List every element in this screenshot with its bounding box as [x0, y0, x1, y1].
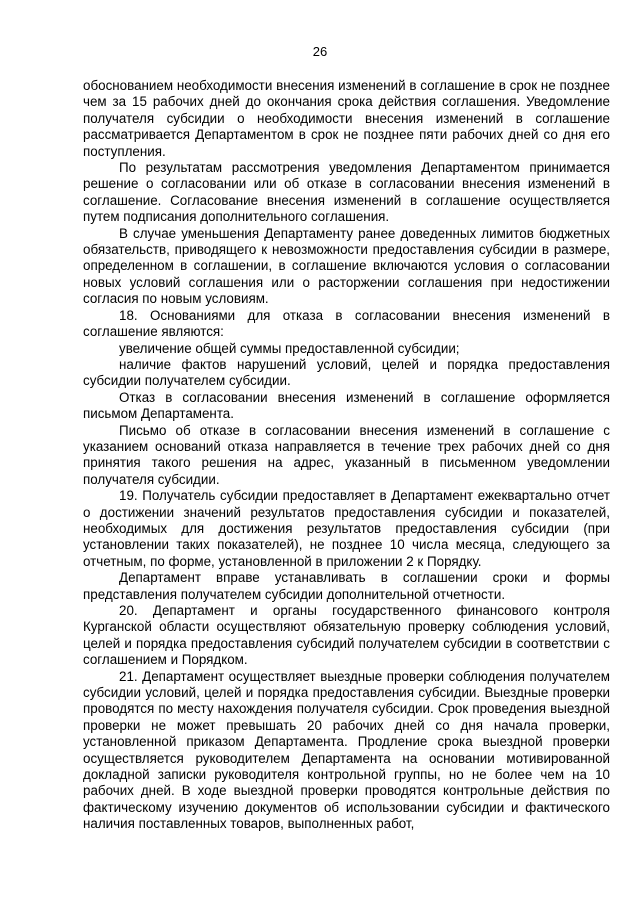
- paragraph: В случае уменьшения Департаменту ранее доведенных лимитов бюджетных обязательств, приводящего к невозможности предоставления субсидии в размере, определенном в соглашении, в соглашение включаются условия о согласовании новых условий соглашения или о расторжении соглашения при недостижении согласия по новым условиям.: [83, 225, 610, 307]
- document-body: [83, 78, 610, 833]
- paragraph: наличие фактов нарушений условий, целей и порядка предоставления субсидии получателем субсидии.: [83, 356, 610, 389]
- paragraph: 19. Получатель субсидии предоставляет в Департамент ежеквартально отчет о достижении значений результатов предоставления субсидии и показателей, необходимых для достижения результатов предоставления субсидии (при установлении таких показателей), не позднее 10 числа месяца, следующего за отчетным, по форме, установленной в приложении 2 к Порядку.: [83, 488, 610, 569]
- paragraph: По результатам рассмотрения уведомления Департаментом принимается решение о согласовании или об отказе в согласовании внесения изменений в соглашение. Согласование внесения изменений в соглашение осуществляется путем подписания дополнительного соглашения.: [83, 160, 610, 225]
- paragraph: Департамент вправе устанавливать в соглашении сроки и формы представления получателем субсидии дополнительной отчетности.: [83, 570, 610, 602]
- page-number: 26: [312, 44, 328, 59]
- paragraph: 18. Основаниями для отказа в согласовании внесения изменений в соглашение являются:: [83, 307, 610, 340]
- paragraph: Отказ в согласовании внесения изменений в соглашение оформляется письмом Департамента.: [83, 389, 610, 422]
- paragraph: 20. Департамент и органы государственного финансового контроля Курганской области осуществляют обязательную проверку соблюдения условий, целей и порядка предоставления субсидий получателем субсидии в соответствии с соглашением и Порядком.: [83, 603, 610, 668]
- paragraph: увеличение общей суммы предоставленной субсидии;: [119, 340, 460, 356]
- paragraph: Письмо об отказе в согласовании внесения изменений в соглашение с указанием оснований отказа направляется в течение трех рабочих дней со дня принятия такого решения на адрес, указанный в письменном уведомлении получателя субсидии.: [83, 422, 610, 487]
- paragraph: обоснованием необходимости внесения изменений в соглашение в срок не позднее чем за 15 рабочих дней до окончания срока действия соглашения. Уведомление получателя субсидии о необходимости внесения изменений в соглашение рассматривается Департаментом в срок не позднее пяти рабочих дней со дня его поступления.: [83, 78, 610, 159]
- paragraph: 21. Департамент осуществляет выездные проверки соблюдения получателем субсидии условий, целей и порядка предоставления субсидии. Выездные проверки проводятся по месту нахождения получателя субсидии. Срок проведения выездной проверки не может превышать 20 рабочих дней со дня начала проверки, установленной приказом Департамента. Продление срока выездной проверки осуществляется руководителем Департамента на основании мотивированной докладной записки руководителя контрольной группы, но не более чем на 10 рабочих дней. В ходе выездной проверки проводятся контрольные действия по фактическому изучению документов об использовании субсидии и фактического наличия поставленных товаров, выполненных работ,: [83, 668, 610, 832]
